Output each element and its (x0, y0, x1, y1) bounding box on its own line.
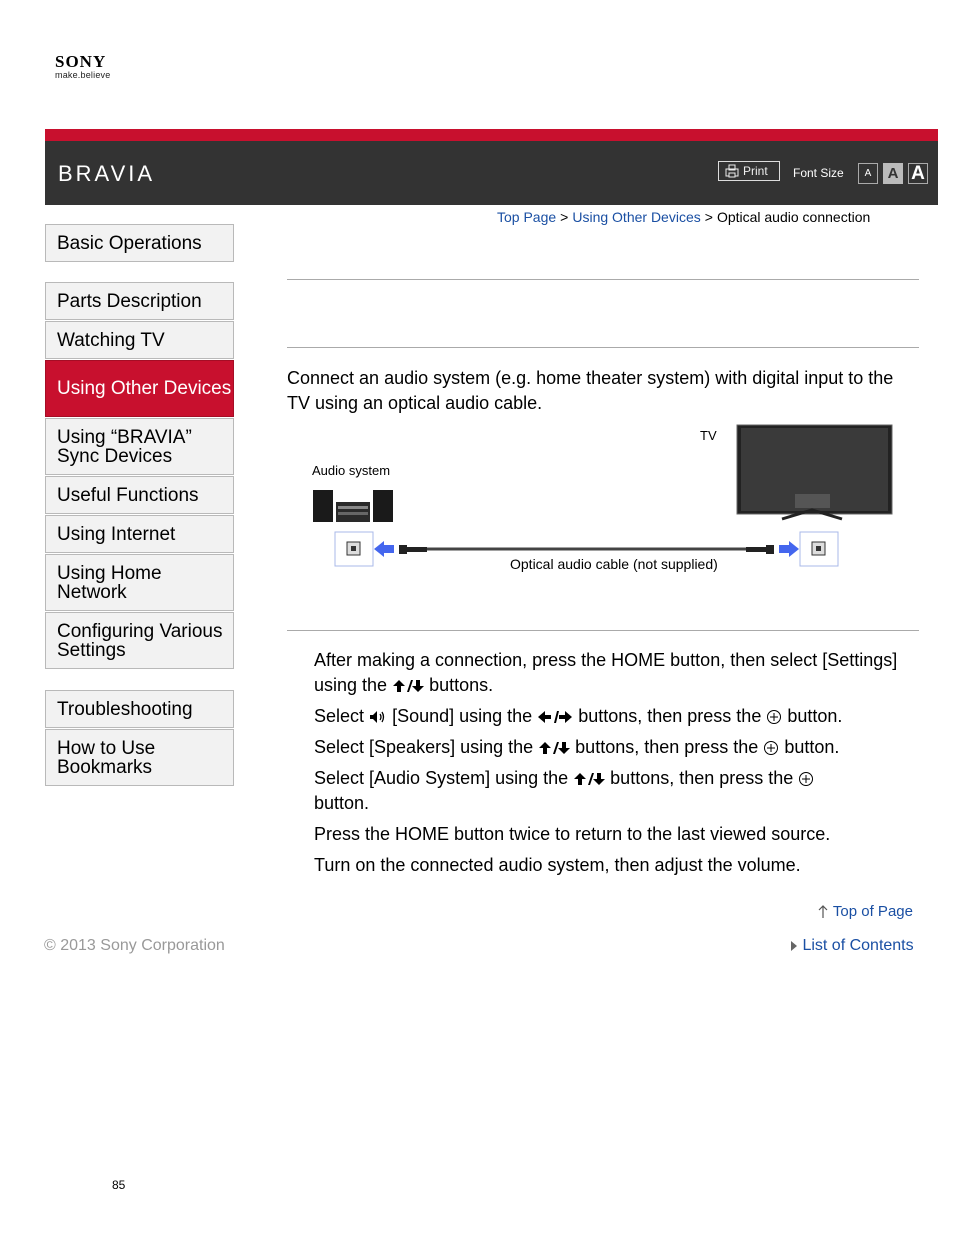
audio-system-label: Audio system (312, 463, 391, 478)
print-icon (725, 164, 739, 178)
up-down-arrows-icon (573, 771, 605, 787)
cable-label: Optical audio cable (not supplied) (510, 556, 718, 572)
copyright-text: © 2013 Sony Corporation (44, 937, 225, 954)
header-accent-bar (45, 129, 938, 141)
steps-divider (287, 630, 919, 631)
step-1 (314, 648, 914, 698)
enter-button-icon (766, 709, 782, 725)
step-6: Turn on the connected audio system, then adjust the volume. (314, 855, 801, 875)
sidebar-item-troubleshooting[interactable]: Troubleshooting (45, 690, 234, 728)
sidebar-item-useful-functions[interactable]: Useful Functions (45, 476, 234, 514)
breadcrumb (497, 209, 870, 225)
audio-system-icon (313, 490, 393, 522)
tv-optical-port (800, 532, 838, 566)
up-down-arrows-icon (538, 740, 570, 756)
list-of-contents-label: List of Contents (802, 937, 914, 954)
connection-diagram (300, 418, 900, 583)
print-label: Print (743, 164, 768, 178)
top-of-page-label: Top of Page (832, 903, 913, 920)
tv-label: TV (700, 428, 717, 443)
step-3-text-post: buttons, then press the (575, 737, 759, 757)
list-of-contents-link[interactable] (790, 937, 914, 955)
breadcrumb-current: Optical audio connection (716, 209, 871, 225)
step-3-text-end: button. (784, 737, 840, 757)
step-1-text-end: buttons. (429, 675, 494, 695)
enter-button-icon (798, 771, 814, 787)
font-size-large-button[interactable]: A (908, 163, 928, 184)
enter-button-icon (763, 740, 779, 756)
arrow-up-icon (817, 905, 829, 919)
step-4-text-post: buttons, then press the (610, 768, 794, 788)
font-size-small-button[interactable]: A (858, 163, 878, 184)
tv-icon (737, 425, 892, 519)
sidebar-item-how-to-use-bookmarks[interactable]: How to Use Bookmarks (45, 729, 234, 786)
step-4-text-end: button. (314, 793, 370, 813)
up-down-arrows-icon (392, 678, 424, 694)
step-2 (314, 704, 914, 729)
step-3-text: Select [Speakers] using the (314, 737, 534, 757)
breadcrumb-separator: > (560, 209, 569, 225)
sony-wordmark: SONY (55, 52, 107, 71)
breadcrumb-separator: > (704, 209, 713, 225)
sidebar-item-basic-operations[interactable]: Basic Operations (45, 224, 234, 262)
sidebar-item-using-home-network[interactable]: Using Home Network (45, 554, 234, 611)
step-3 (314, 735, 914, 760)
breadcrumb-link-top-page[interactable]: Top Page (497, 209, 557, 225)
sidebar-item-watching-tv[interactable]: Watching TV (45, 321, 234, 359)
sony-logo (55, 52, 110, 80)
step-1-text: After making a connection, press the HOME button, then select [Settings] using the (314, 650, 898, 695)
sidebar-item-using-internet[interactable]: Using Internet (45, 515, 234, 553)
arrow-left-icon (374, 541, 394, 557)
sidebar-item-using-bravia-sync-devices[interactable]: Using “BRAVIA” Sync Devices (45, 418, 234, 475)
page-number: 85 (112, 1178, 126, 1192)
step-2-text: Select (314, 706, 365, 726)
sidebar-item-using-other-devices[interactable]: Using Other Devices (45, 360, 234, 417)
left-right-arrows-icon (537, 709, 573, 725)
print-button[interactable] (718, 161, 780, 181)
top-of-page-link[interactable] (817, 903, 913, 920)
sound-icon (369, 709, 387, 725)
triangle-right-icon (790, 940, 798, 952)
sony-tagline: make.believe (55, 70, 111, 80)
step-4 (314, 766, 914, 816)
optical-cable-icon (399, 545, 774, 554)
sidebar-item-parts-description[interactable]: Parts Description (45, 282, 234, 320)
audio-optical-port (335, 532, 373, 566)
font-size-label: Font Size (793, 166, 844, 180)
step-2-text-post: buttons, then press the (578, 706, 762, 726)
step-2-text-end: button. (787, 706, 843, 726)
title-divider-top (287, 279, 919, 280)
breadcrumb-link-using-other-devices[interactable]: Using Other Devices (572, 209, 701, 225)
sidebar-item-configuring-various-settings[interactable]: Configuring Various Settings (45, 612, 234, 669)
font-size-medium-button[interactable]: A (883, 163, 903, 184)
bravia-logo: BRAVIA (58, 161, 156, 186)
step-2-text-mid: [Sound] using the (392, 706, 533, 726)
step-4-text: Select [Audio System] using the (314, 768, 569, 788)
step-5: Press the HOME button twice to return to the last viewed source. (314, 824, 831, 844)
title-divider-bottom (287, 347, 919, 348)
intro-text: Connect an audio system (e.g. home theater system) with digital input to the TV using an optical audio cable. (287, 368, 894, 413)
arrow-right-icon (779, 541, 799, 557)
steps-list (314, 648, 914, 884)
